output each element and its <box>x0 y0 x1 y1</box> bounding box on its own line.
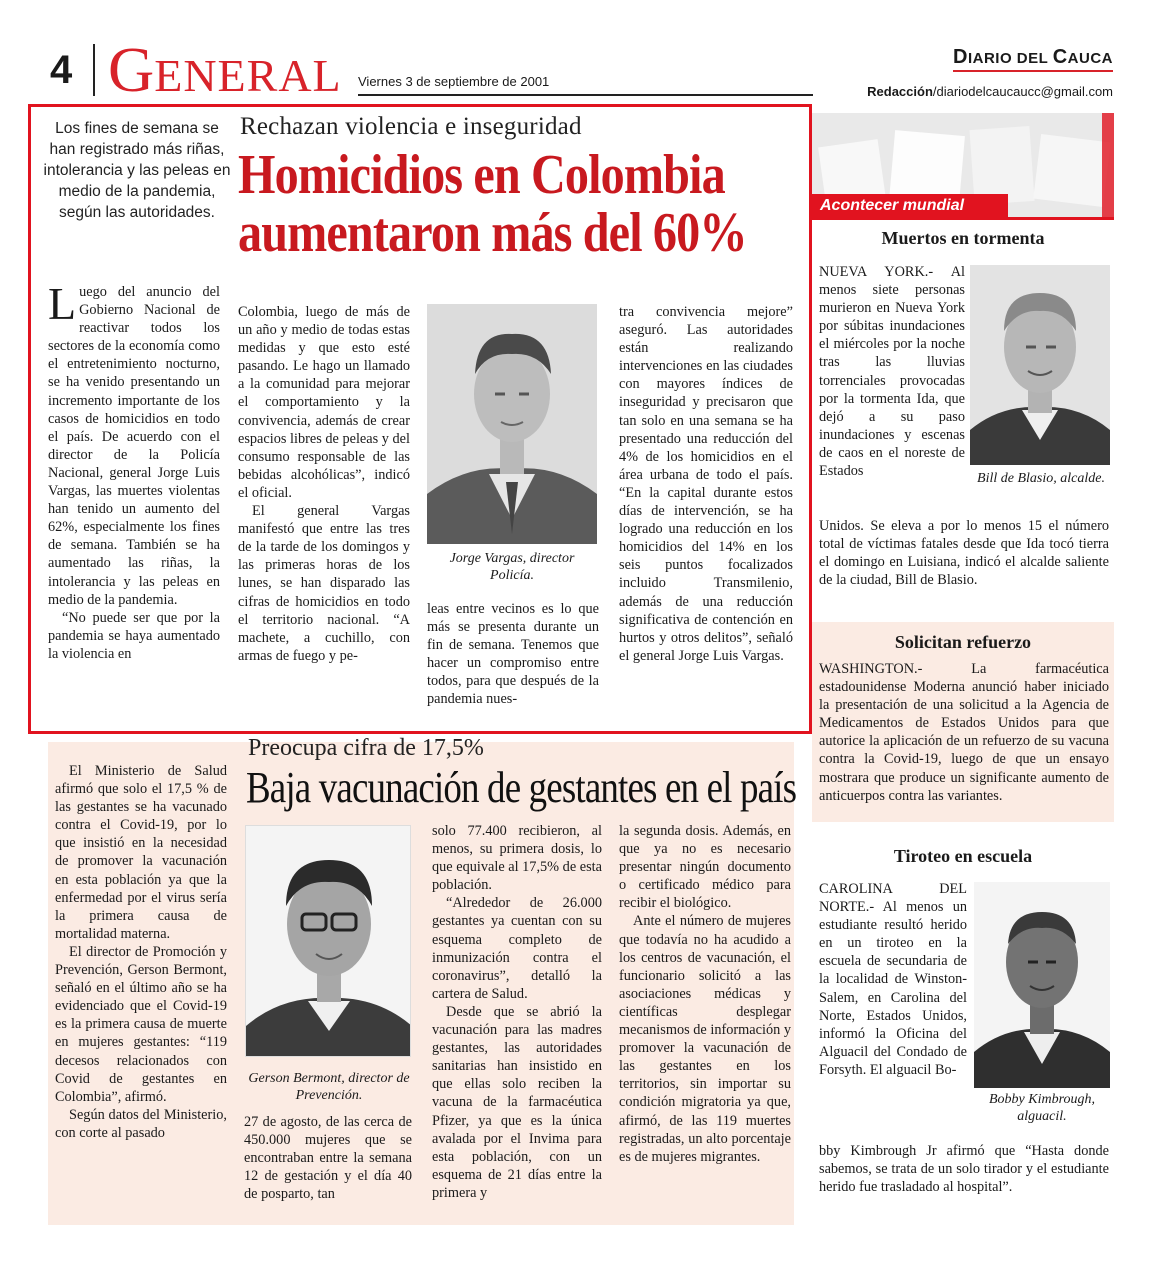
sidebar-story-2-text: WASHINGTON.- La farmacéutica estadounidense Moderna anunció haber iniciado la presentación de una solicitud a la Agencia de Medicamentos de Estados Unidos para que autorice la aplicación de un refuerzo de su vacuna contra la Covid-19, luego de que un ensayo mostrara que produce un significante aumento de anticuerpos contra las variantes. <box>819 661 1109 804</box>
page-number: 4 <box>50 48 73 92</box>
publication-date: Viernes 3 de septiembre de 2001 <box>358 74 550 89</box>
contact-label: Redacción <box>867 84 933 99</box>
gerson-bermont-photo <box>245 825 411 1057</box>
newspaper-masthead <box>953 46 1113 72</box>
paragraph: El Ministerio de Salud afirmó que solo el 17,5 % de las gestantes se ha vacunado contra el Covid-19, por lo que insistió en la necesidad de promover la vacunación en esta población ya que la enfermedad por el virus sería la primera causa de mortalidad materna. <box>55 763 227 942</box>
photo-caption: Jorge Vargas, director Policía. <box>449 551 575 583</box>
paragraph: Según datos del Ministerio, con corte al pasado <box>55 1106 227 1141</box>
sidebar-story-1-title: Muertos en tormenta <box>881 228 1045 248</box>
main-article-column-3 <box>427 600 599 709</box>
masthead-initial-2: C <box>1052 46 1068 68</box>
vaccine-article-column-1 <box>55 762 227 1142</box>
sidebar-story-3-text: CAROLINA DEL NORTE.- Al menos un estudiante resultó herido en un tiroteo en la escuela de secundaria de la localidad de Winston-Salem, en Carolina del Norte, Estados Unidos, informó la Oficina del Alguacil del Condado de Forsyth. El alguacil Bo- <box>819 881 967 1078</box>
section-title-initial: G <box>108 34 155 105</box>
bill-de-blasio-photo <box>970 265 1110 465</box>
masthead-initial-1: D <box>953 46 968 68</box>
headline-line-2: aumentaron más del 60% <box>238 202 747 264</box>
photo-caption: Bobby Kimbrough, alguacil. <box>988 1092 1096 1124</box>
bobby-kimbrough-photo <box>974 882 1110 1088</box>
paragraph: solo 77.400 recibieron, al menos, su primera dosis, lo que equivale al 17,5% de esta población. <box>432 823 602 894</box>
photo-caption: Gerson Bermont, director de Prevención. <box>248 1071 410 1103</box>
vaccine-article-column-2 <box>244 1113 412 1203</box>
portrait-jorge-vargas <box>427 304 597 544</box>
headline-line-1: Homicidios en Colombia <box>238 144 725 206</box>
sidebar-story-3-text-continued: bby Kimbrough Jr afirmó que “Hasta donde sabemos, se trata de un solo tirador y el estudiante herido fue trasladado al hospital”. <box>819 1143 1109 1196</box>
paragraph: “No puede ser que por la pandemia se haya aumentado la violencia en <box>48 609 220 662</box>
photo-caption: Bill de Blasio, alcalde. <box>977 471 1105 486</box>
vaccine-article-kicker: Preocupa cifra de 17,5% <box>248 735 484 761</box>
lead-quote: Los fines de semana se han registrado más riñas, intolerancia y las peleas en medio de la pandemia, según las autoridades. <box>43 120 231 221</box>
portrait-gerson-bermont <box>246 826 411 1057</box>
world-news-banner-label: Acontecer mundial <box>812 194 1008 218</box>
vaccine-article-headline: Baja vacunación de gestantes en el país <box>246 763 797 812</box>
main-article-headline <box>238 144 747 264</box>
paragraph: El general Vargas manifestó que entre las tres de la tarde de los domingos y las primeras horas de los lunes, se han disparado las cifras de homicidios en todo el territorio nacional. “A machete, a cuchillo, con armas de fuego y pe- <box>238 503 410 664</box>
main-article-column-1 <box>48 278 220 663</box>
paragraph: tra convivencia mejore” aseguró. Las autoridades están realizando intervenciones en las ciudades con mayores índices de inseguridad y precisaron que tan solo en una semana se ha presentado una reducción del 4% de los homicidios en el área urbana de todo el país. “En la capital durante estos días de intervención, se ha logrado una reducción en los homicidios del 14% en los seis puntos focalizados incluido Transmilenio, además de una reducción significativa de contención en hurtos y otros delitos”, señaló el general Jorge Luis Vargas. <box>619 304 793 664</box>
sidebar-story-1-text-continued: Unidos. Se eleva a por lo menos 15 el número total de víctimas fatales desde que Ida tocó tierra el domingo en Luisiana, indicó el alcalde saliente de la ciudad, Bill de Blasio. <box>819 518 1109 589</box>
main-article-kicker: Rechazan violencia e inseguridad <box>240 113 582 140</box>
page-number-divider <box>93 44 95 96</box>
masthead-part-1: IARIO DEL <box>967 50 1053 67</box>
vaccine-article-column-4 <box>619 822 791 1166</box>
main-article-column-2 <box>238 303 410 665</box>
section-title <box>108 34 342 105</box>
main-article-column-4 <box>619 303 793 665</box>
sidebar-story-1-text: NUEVA YORK.- Al menos siete personas murieron en Nueva York por súbitas inundaciones el miércoles por la noche tras las lluvias torrenciales provocadas por la tormenta Ida, que dejó a su paso inundaciones y escenas de caos en el noreste de Estados <box>819 264 965 480</box>
contact-line <box>867 84 1113 99</box>
paragraph: Luego del anuncio del Gobierno Nacional de reactivar todos los sectores de la economía como el entretenimiento nocturno, se ha venido presentando un incremento importante de los casos de homicidios en todo el país. De acuerdo con el director de la Policía Nacional, general Jorge Luis Vargas, las muertes violentas han tenido un aumento del 62%, especialmente los fines de semana. También se ha aumentado las riñas, la intolerancia y las peleas en medio de la pandemia. <box>48 278 220 608</box>
paragraph: Ante el número de mujeres que todavía no ha acudido a los centros de vacunación, el funcionario solicitó a las asociaciones médicas y científicas desplegar mecanismos de información y promover la vacunación de las gestantes en los territorios, sin importar su condición migratoria ya que, afirmó, de las 119 muertes registradas, un alto porcentaje es de mujeres migrantes. <box>619 913 791 1165</box>
paragraph: Colombia, luego de más de un año y medio de todas estas medidas y que esto esté pasando. Le hago un llamado a la comunidad para mejorar el comportamiento y la convivencia, además de crear espacios libres de peleas y del consumo responsable de las bebidas alcohólicas”, indicó el oficial. <box>238 304 410 501</box>
sidebar-story-2-title: Solicitan refuerzo <box>894 632 1032 652</box>
sidebar-story-3-title: Tiroteo en escuela <box>893 846 1033 866</box>
portrait-bill-de-blasio <box>970 265 1110 465</box>
paragraph: la segunda dosis. Además, en que ya no es necesario presentar ningún documento o certificado médico para recibir el biológico. <box>619 823 791 912</box>
paragraph: 27 de agosto, de las cerca de 450.000 mujeres que se encontraban entre la semana 12 de gestación y el día 40 de posparto, tan <box>244 1114 412 1203</box>
paragraph: leas entre vecinos es lo que más se presenta durante un fin de semana. Tenemos que hacer un compromiso entre todos, para que después de la pandemia nues- <box>427 601 599 708</box>
paragraph: Desde que se abrió la vacunación para las madres gestantes, las autoridades sanitarias han insistido en que ellas solo reciben la vacuna de la farmacéutica Pfizer, ya que es la única avalada por el Invima para esta población, con un esquema de 21 días entre la primera y <box>432 1003 602 1201</box>
masthead-part-2: AUCA <box>1067 50 1113 67</box>
drop-cap: L <box>48 278 77 329</box>
portrait-bobby-kimbrough <box>974 882 1110 1088</box>
section-title-rest: ENERAL <box>154 50 342 101</box>
header-rule <box>358 94 813 96</box>
paragraph: “Alrededor de 26.000 gestantes ya cuentan con su esquema completo de inmunización contra el coronavirus”, detalló la cartera de Salud. <box>432 895 602 1002</box>
vaccine-article-column-3 <box>432 822 602 1202</box>
paragraph: El director de Promoción y Prevención, Gerson Bermont, señaló en el último año se ha evidenciado que el Covid-19 es la primera causa de muerte en mujeres gestantes: “119 decesos relacionados con Covid de gestantes en Colombia”, afirmó. <box>55 943 227 1105</box>
police-director-photo <box>427 304 597 544</box>
contact-email[interactable]: /diariodelcaucaucc@gmail.com <box>932 84 1113 99</box>
